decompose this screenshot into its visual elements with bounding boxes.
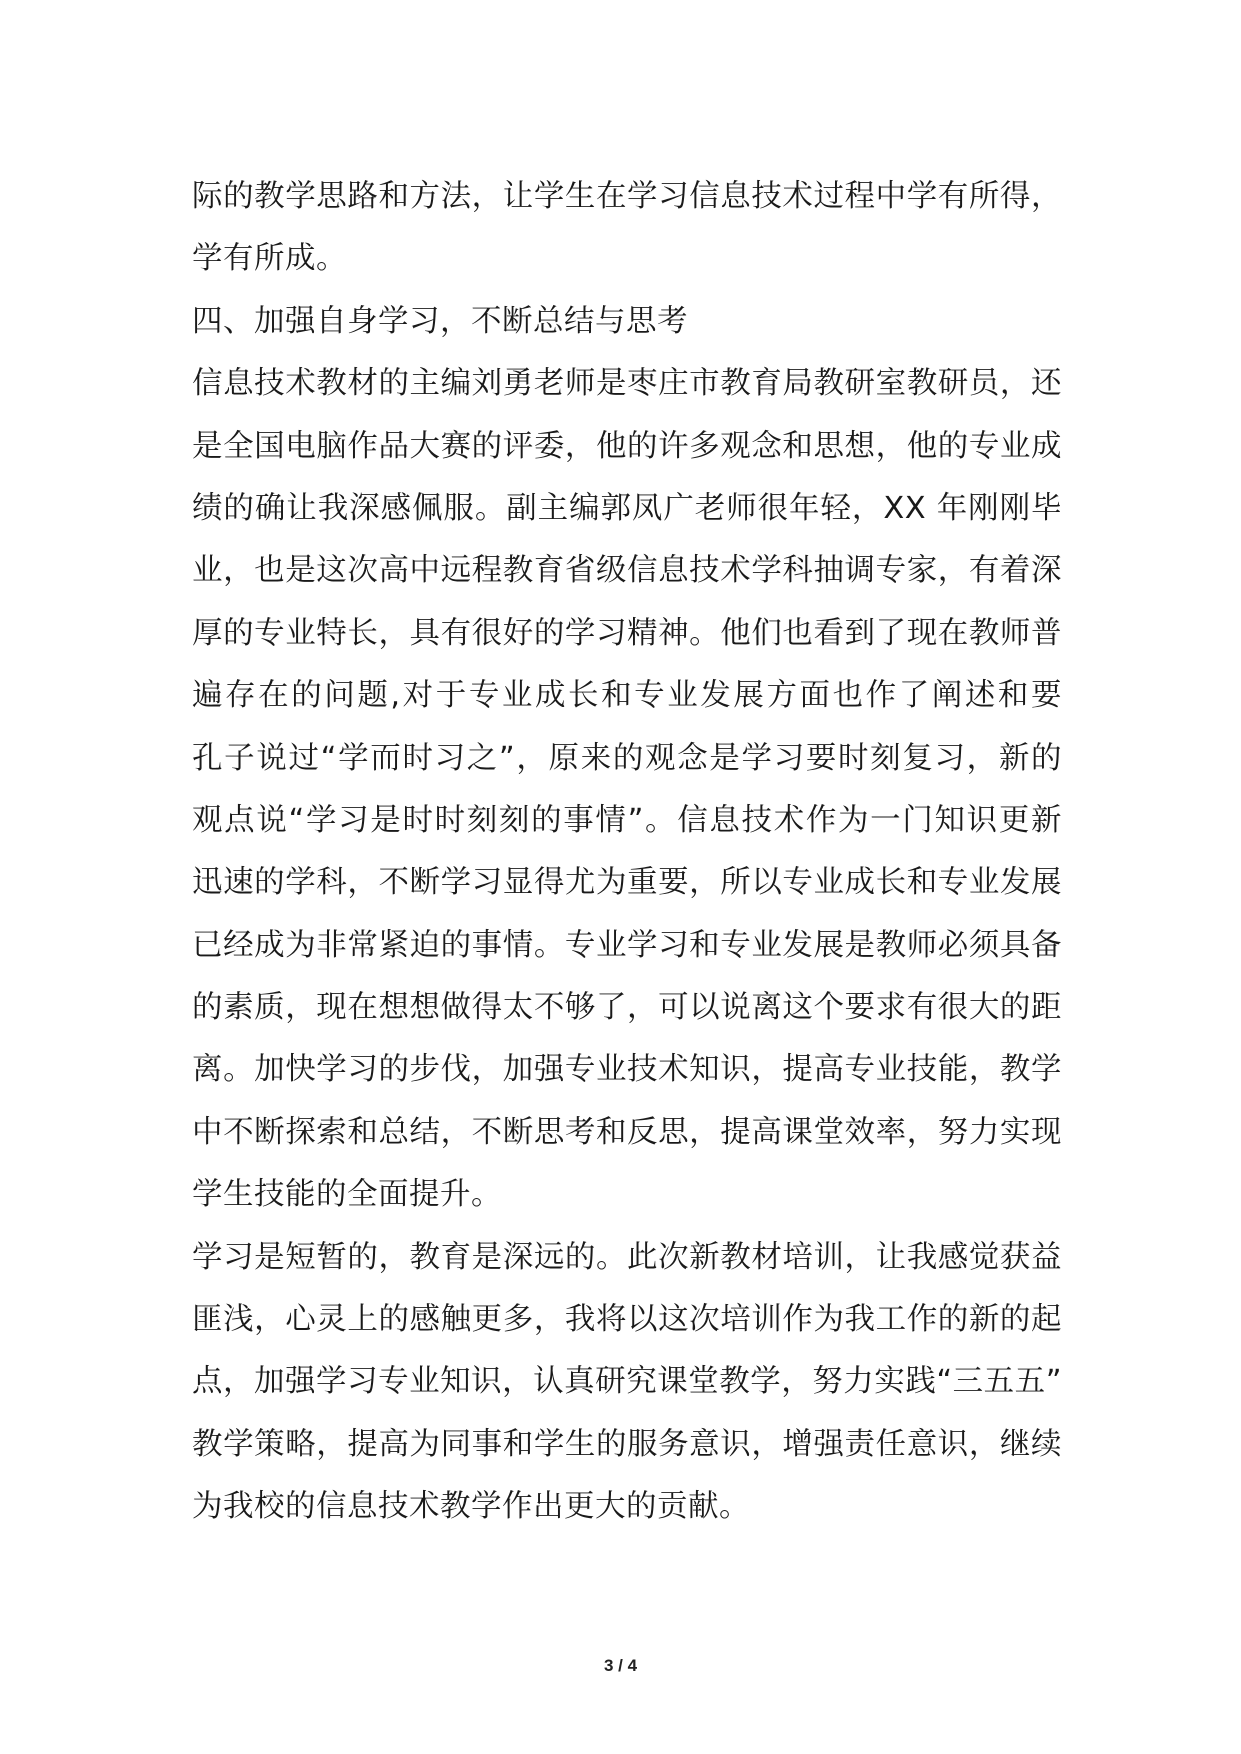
text-line: 的素质，现在想想做得太不够了，可以说离这个要求有很大的距 (192, 990, 1062, 1026)
page-number: 3 / 4 (603, 1656, 638, 1675)
text-line: 点，加强学习专业知识，认真研究课堂教学，努力实践“三五五” (192, 1364, 1062, 1400)
text-line: 学习是短暂的，教育是深远的。此次新教材培训，让我感觉获益 (192, 1239, 1062, 1275)
text-line: 四、加强自身学习，不断总结与思考 (192, 303, 688, 339)
text-line: 迅速的学科，不断学习显得尤为重要，所以专业成长和专业发展 (192, 865, 1062, 901)
text-line: 遍存在的问题,对于专业成长和专业发展方面也作了阐述和要 (192, 678, 1062, 714)
text-line: 匪浅，心灵上的感触更多，我将以这次培训作为我工作的新的起 (192, 1302, 1062, 1338)
text-line: 际的教学思路和方法，让学生在学习信息技术过程中学有所得， (192, 179, 1062, 214)
text-line: 孔子说过“学而时习之”，原来的观念是学习要时刻复习，新的 (192, 740, 1062, 776)
text-line: 观点说“学习是时时刻刻的事情”。信息技术作为一门知识更新 (192, 802, 1062, 838)
text-line: 绩的确让我深感佩服。副主编郭凤广老师很年轻，XX 年刚刚毕 (192, 490, 1062, 526)
text-line: 信息技术教材的主编刘勇老师是枣庄市教育局教研室教研员，还 (192, 366, 1062, 402)
document-body (192, 166, 1062, 1539)
text-line: 是全国电脑作品大赛的评委，他的许多观念和思想，他的专业成 (192, 428, 1062, 464)
text-line: 学有所成。 (192, 241, 347, 277)
text-line: 离。加快学习的步伐，加强专业技术知识，提高专业技能，教学 (192, 1052, 1062, 1088)
text-line: 为我校的信息技术教学作出更大的贡献。 (192, 1489, 750, 1525)
text-line: 已经成为非常紧迫的事情。专业学习和专业发展是教师必须具备 (192, 927, 1062, 963)
text-line: 厚的专业特长，具有很好的学习精神。他们也看到了现在教师普 (192, 615, 1062, 651)
text-line: 学生技能的全面提升。 (192, 1177, 502, 1213)
text-line: 教学策略，提高为同事和学生的服务意识，增强责任意识，继续 (192, 1426, 1062, 1462)
text-line: 业，也是这次高中远程教育省级信息技术学科抽调专家，有着深 (192, 553, 1062, 589)
text-line: 中不断探索和总结，不断思考和反思，提高课堂效率，努力实现 (192, 1114, 1062, 1150)
